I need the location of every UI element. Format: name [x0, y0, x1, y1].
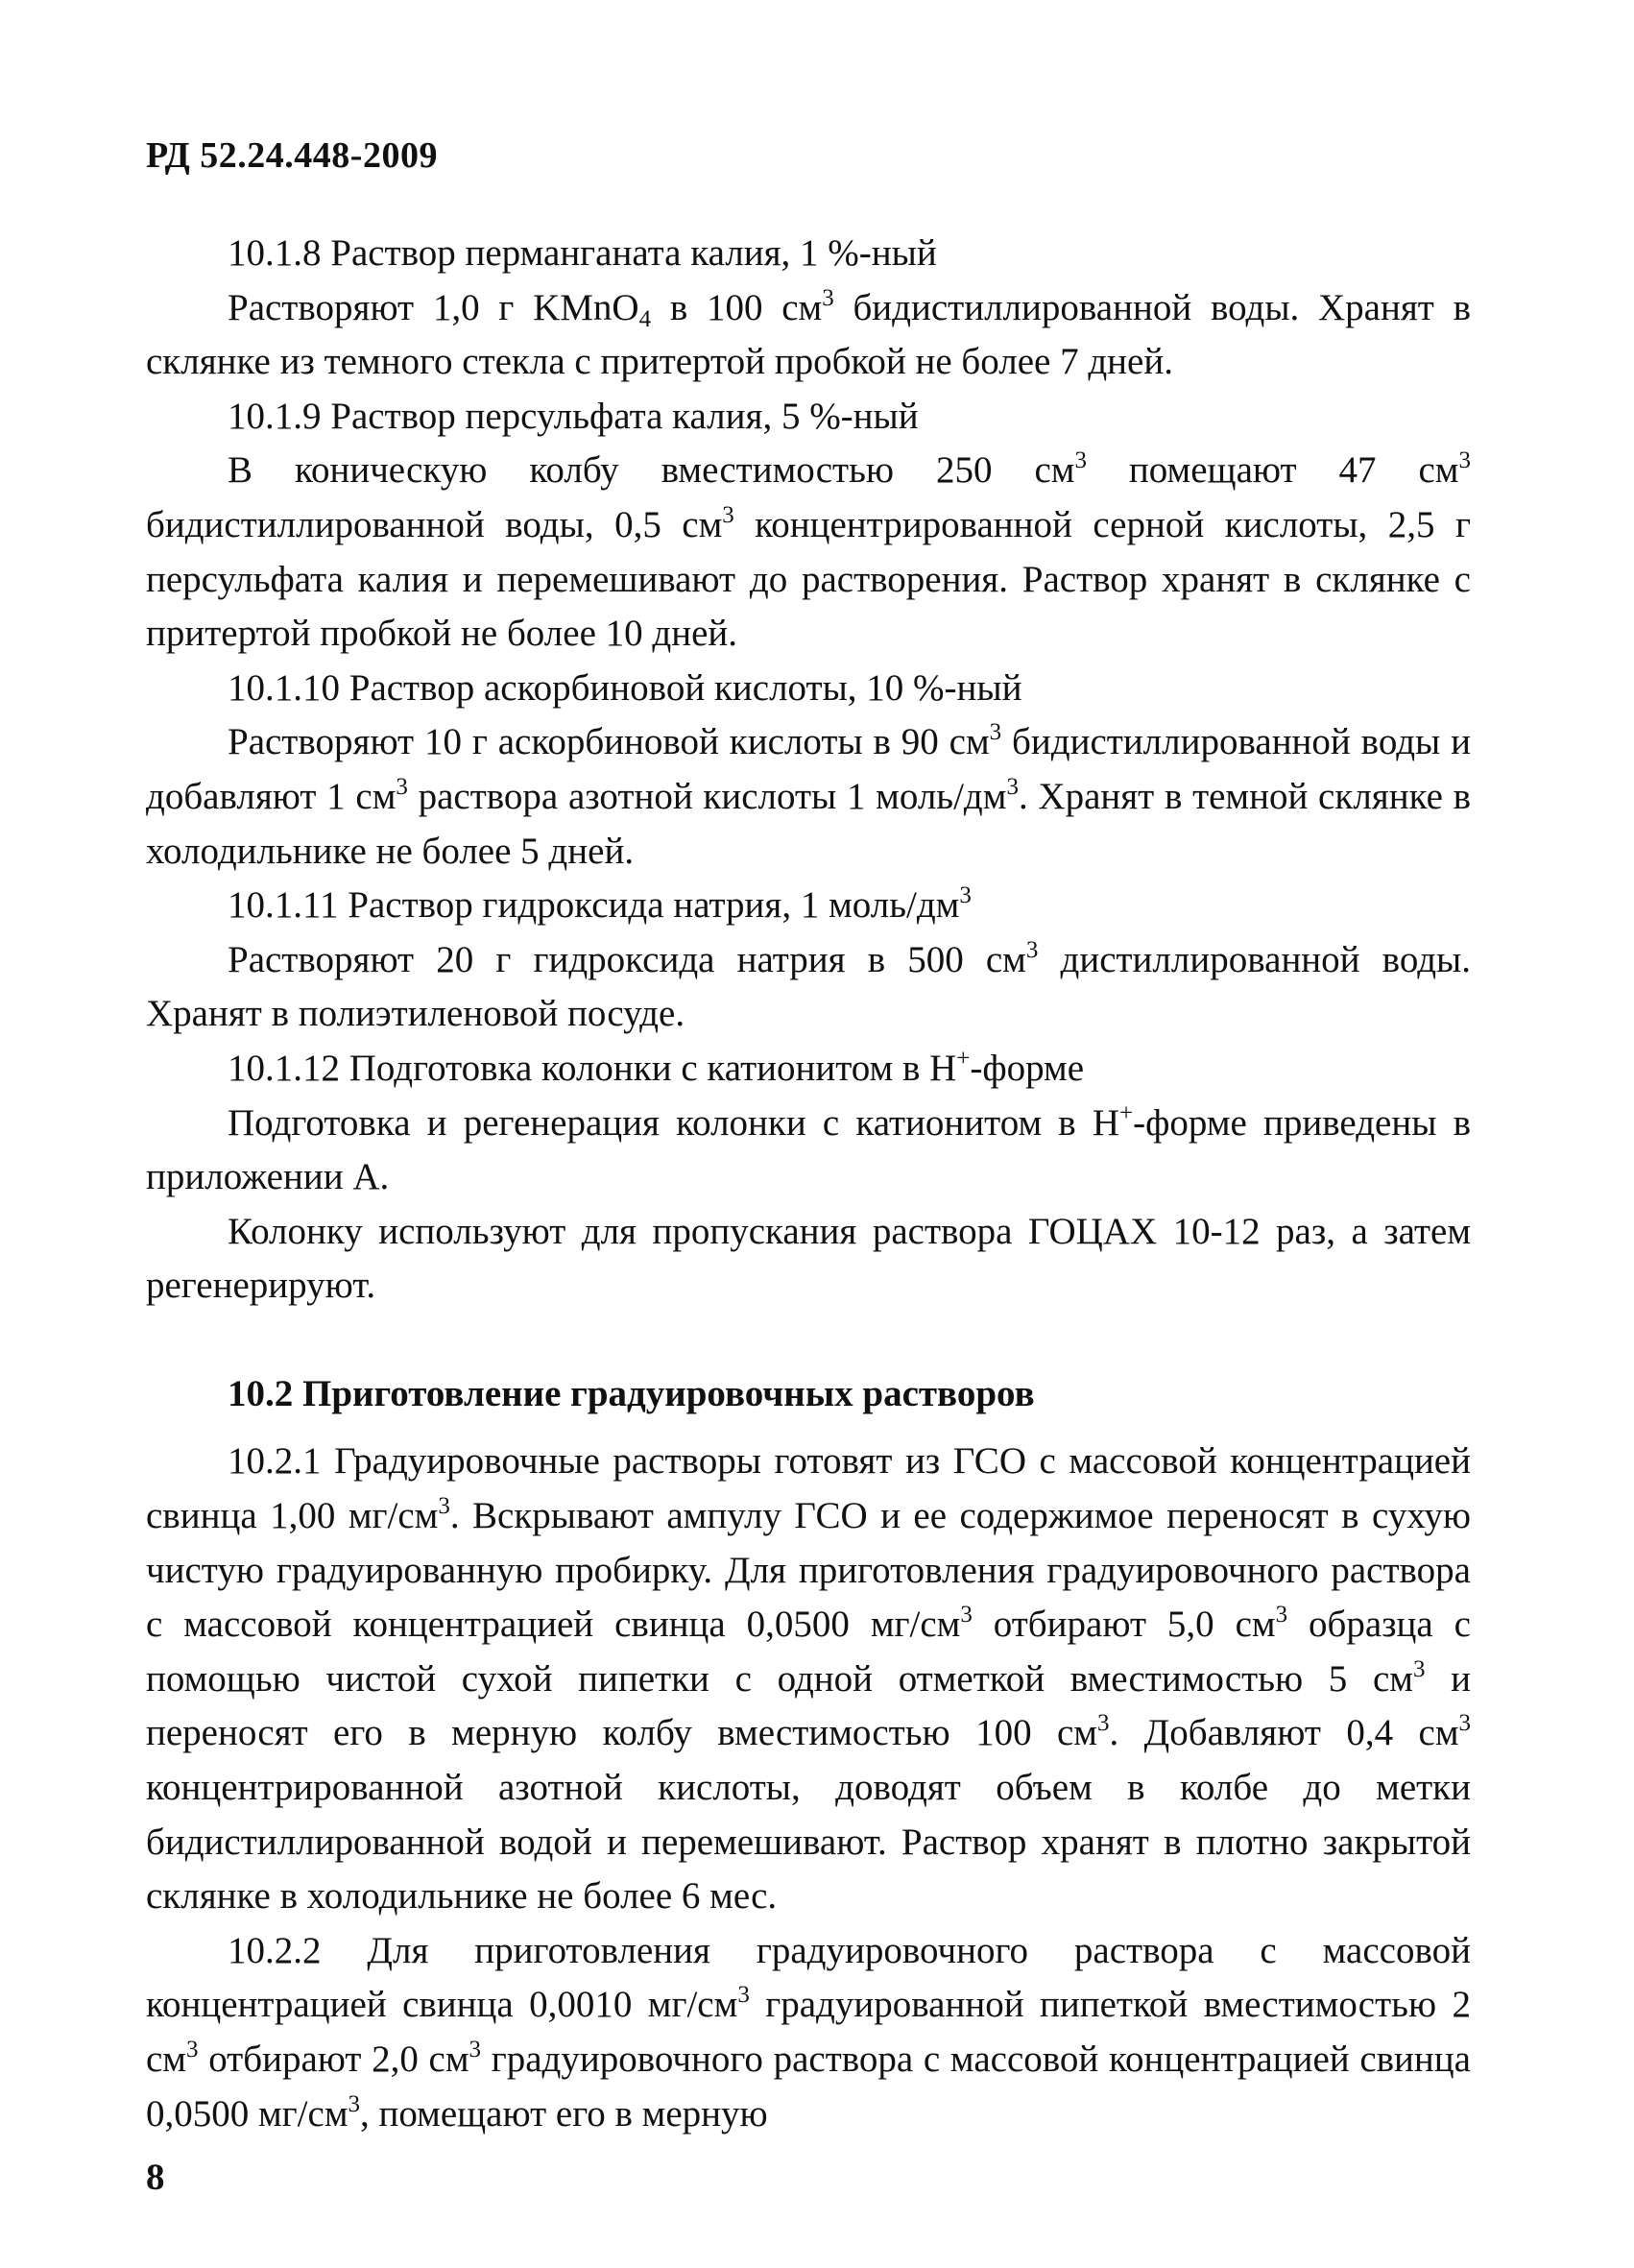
superscript: 3	[1458, 1710, 1471, 1737]
text-run: градуированной пипеткой вместимостью 2 см	[146, 1984, 1471, 2080]
superscript: 3	[1097, 1710, 1110, 1737]
superscript: +	[956, 1045, 971, 1072]
section-10-1-8-title: 10.1.8 Раствор перманганата калия, 1 %-ный	[228, 232, 937, 274]
text-run: . Хранят в темной склянке в холодильнике не более 5 дней.	[146, 775, 1472, 872]
section-10-1-9-title: 10.1.9 Раствор персульфата калия, 5 %-ный	[228, 395, 919, 437]
superscript: 3	[1006, 773, 1019, 800]
section-10-2-1-paragraph	[146, 1435, 1471, 1923]
text-run: в 100 см	[651, 286, 823, 328]
text-run: , помещают его в мерную	[360, 2092, 768, 2135]
section-10-1-8-paragraph	[146, 281, 1471, 390]
text-run: 10.2.1 Градуировочные растворы готовят из ГСО с массовой концентрацией свинца 1,00 мг/см	[146, 1440, 1471, 1537]
text-run: концентрированной серной кислоты, 2,5 г персульфата калия и перемешивают до растворения. Раствор хранят в склянке с притертой пробкой не более 10 дней.	[146, 503, 1471, 655]
text-run: . Добавляют 0,4 см	[1109, 1712, 1459, 1754]
superscript: 3	[822, 284, 834, 311]
section-10-1-12-paragraph-1	[146, 1097, 1471, 1205]
text-run: градуировочного раствора с массовой концентрацией свинца 0,0500 мг/см	[146, 2039, 1471, 2135]
superscript: 3	[438, 1493, 450, 1520]
section-10-1-10-paragraph	[146, 715, 1471, 879]
superscript: 3	[1275, 1602, 1288, 1629]
text-run: Растворяют 20 г гидроксида натрия в 500 см	[228, 938, 1026, 980]
text-run: 10.1.12 Подготовка колонки с катионитом в H	[228, 1047, 957, 1089]
text-run: отбирают 5,0 см	[972, 1604, 1276, 1646]
section-spacer	[146, 1314, 1471, 1367]
text-run: . Вскрывают ампулу ГСО и ее содержимое переносят в сухую чистую градуированную пробирку. Для приготовления градуировочного раствора с массовой концентрацией свинца 0,0500 мг/см	[146, 1495, 1471, 1646]
text-run: раствора азотной кислоты 1 моль/дм	[407, 775, 1007, 817]
superscript: 3	[989, 719, 1002, 746]
text-run: Подготовка и регенерация колонки с катионитом в H	[228, 1101, 1120, 1144]
superscript: 3	[396, 773, 408, 800]
section-10-1-9-paragraph	[146, 444, 1471, 661]
superscript: 3	[1025, 936, 1039, 963]
superscript: +	[1119, 1099, 1134, 1126]
text-run: и переносят его в мерную колбу вместимостью 100 см	[146, 1657, 1471, 1754]
section-10-1-10-title: 10.1.10 Раствор аскорбиновой кислоты, 10 %-ный	[228, 666, 1022, 709]
text-run: дистиллированной воды. Хранят в полиэтиленовой посуде.	[146, 938, 1471, 1035]
text-run: -форме приведены в приложении А.	[146, 1101, 1471, 1198]
superscript: 3	[960, 1602, 973, 1629]
section-10-1-12-paragraph-2: Колонку используют для пропускания раствора ГОЦАХ 10-12 раз, а затем регенерируют.	[146, 1210, 1471, 1307]
section-10-2-heading: 10.2 Приготовление градуировочных растворов	[228, 1372, 1035, 1414]
superscript: 3	[959, 882, 972, 909]
text-run: Растворяют 10 г аскорбиновой кислоты в 90 см	[228, 721, 990, 763]
section-10-1-11-title	[146, 879, 1471, 933]
superscript: 3	[1458, 447, 1471, 474]
superscript: 3	[722, 501, 734, 528]
text-run: концентрированной азотной кислоты, доводят объем в колбе до метки бидистиллированной водой и перемешивают. Раствор хранят в плотно закрытой склянке в холодильнике не более 6 мес.	[146, 1767, 1471, 1918]
subscript: 4	[638, 305, 652, 332]
text-run: отбирают 2,0 см	[198, 2039, 469, 2080]
text-run: бидистиллированной воды, 0,5 см	[146, 503, 723, 545]
section-10-2-2-paragraph	[146, 1924, 1471, 2141]
document-body	[146, 227, 1471, 2141]
document-code-header: РД 52.24.448-2009	[146, 135, 438, 176]
section-10-1-12-title	[146, 1042, 1471, 1097]
text-run: бидистиллированной воды. Хранят в склянке из темного стекла с притертой пробкой не более 7 дней.	[146, 286, 1471, 383]
heading-spacer	[146, 1421, 1471, 1435]
text-run: В коническую колбу вместимостью 250 см	[228, 449, 1075, 492]
superscript: 3	[348, 2090, 361, 2117]
superscript: 3	[469, 2037, 482, 2063]
text-run: 10.1.11 Раствор гидроксида натрия, 1 моль/дм	[228, 884, 960, 927]
superscript: 3	[1074, 447, 1087, 474]
superscript: 3	[1412, 1655, 1426, 1682]
text-run: образца с помощью чистой сухой пипетки с одной отметкой вместимостью 5 см	[146, 1604, 1471, 1700]
text-run: помещают 47 см	[1086, 449, 1459, 492]
superscript: 3	[737, 1982, 750, 2009]
text-run: бидистиллированной воды и добавляют 1 см	[146, 721, 1471, 817]
section-10-1-11-paragraph	[146, 933, 1471, 1042]
text-run: -форме	[970, 1047, 1085, 1089]
text-run: 10.2.2 Для приготовления градуировочного раствора с массовой концентрацией свинца 0,0010 мг/см	[146, 1929, 1471, 2026]
superscript: 3	[186, 2037, 199, 2063]
page-number: 8	[146, 2157, 165, 2198]
text-run: Растворяют 1,0 г KMnO	[228, 286, 639, 328]
